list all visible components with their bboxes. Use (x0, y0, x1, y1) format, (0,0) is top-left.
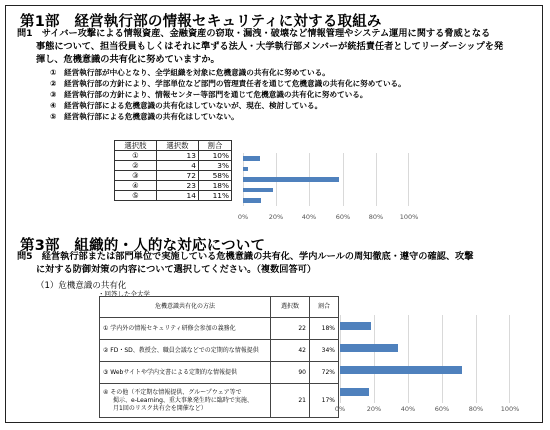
table-row (115, 171, 232, 181)
part1-table (114, 140, 232, 201)
table-row (100, 318, 339, 340)
table-row (115, 191, 232, 201)
chart-gridline (408, 153, 409, 206)
chart-bar (340, 322, 371, 330)
row-method: ① 学内外の情報セキュリティ研修会参加の義務化 (100, 318, 271, 340)
row-ratio: 58% (198, 171, 231, 181)
row-count: 14 (156, 191, 198, 201)
row-ratio: 10% (198, 151, 231, 161)
chart-bar (340, 388, 369, 396)
row-ratio: 34% (310, 340, 339, 362)
option-5: ⑤ 経営執行部による危機意識の共有化はしていない。 (50, 112, 239, 121)
row-count: 72 (156, 171, 198, 181)
question1-line-3: 揮し、危機意識の共有化に努めていますか。 (36, 54, 220, 65)
chart-bar (243, 198, 261, 203)
option-4: ④ 経営執行部による危機意識の共有化はしていないが、現在、検討している。 (50, 101, 323, 110)
row-count: 90 (271, 362, 310, 384)
table-row (100, 362, 339, 384)
chart-bar (243, 177, 339, 182)
chart-tick-label: 100% (500, 405, 520, 413)
row-method-line: ④ その他（不定期な情報提供、グループウェア等で (103, 388, 242, 396)
table-row (100, 384, 339, 418)
chart-gridline (408, 315, 409, 403)
table-row (115, 181, 232, 191)
chart-gridline (343, 153, 344, 206)
row-choice: ② (115, 161, 157, 171)
col-header-count: 選択数 (156, 141, 198, 151)
table-row (115, 151, 232, 161)
part3-bar-chart (334, 315, 520, 415)
col-header-count: 選択数 (271, 297, 310, 318)
chart-tick-label: 0% (237, 213, 249, 221)
row-count: 21 (271, 384, 310, 418)
chart-tick-label: 60% (335, 213, 351, 221)
chart-tick-label: 60% (434, 405, 450, 413)
question1-line-1: 問1 サイバー攻撃による情報資産、金融資産の窃取・漏洩・破壊など情報管理やシステム運用に関する脅威となる (17, 28, 491, 39)
row-count: 13 (156, 151, 198, 161)
chart-tick-label: 40% (400, 405, 416, 413)
row-ratio: 17% (310, 384, 339, 418)
row-ratio: 72% (310, 362, 339, 384)
part3-title: 第3部 組織的・人的な対応について (20, 238, 266, 254)
row-count: 23 (156, 181, 198, 191)
chart-bar (243, 167, 248, 172)
chart-tick-label: 100% (399, 213, 419, 221)
chart-tick-label: 20% (268, 213, 284, 221)
row-method: ③ Webサイトや学内文書による定期的な情報提供 (100, 362, 271, 384)
chart-bar (340, 344, 398, 352)
row-ratio: 18% (310, 318, 339, 340)
chart-bar (243, 188, 273, 193)
chart-tick-label: 80% (468, 405, 484, 413)
part3-subheading: （1）危機意識の共有化 (36, 281, 127, 291)
option-1: ① 経営執行部が中心となり、全学組織を対象に危機意識の共有化に努めている。 (50, 68, 330, 77)
chart-tick-label: 20% (366, 405, 382, 413)
chart-bar (340, 366, 462, 374)
chart-gridline (509, 315, 510, 403)
row-ratio: 18% (198, 181, 231, 191)
table-row (100, 340, 339, 362)
option-3: ③ 経営執行部の方針により、情報センター等部門を通じて危機意識の共有化に努めている。 (50, 90, 368, 99)
row-count: 22 (271, 318, 310, 340)
question1-line-2: 事態について、担当役員もしくはそれに準ずる法人・大学執行部メンバーが統括責任者としてリーダーシップを発 (36, 41, 504, 52)
row-count: 42 (271, 340, 310, 362)
document-page (5, 5, 543, 423)
chart-gridline (374, 315, 375, 403)
part1-bar-chart (237, 153, 419, 221)
col-header-ratio: 割合 (310, 297, 339, 318)
row-choice: ④ (115, 181, 157, 191)
col-header-ratio: 割合 (198, 141, 231, 151)
col-header-choice: 選択肢 (115, 141, 157, 151)
chart-gridline (442, 315, 443, 403)
row-method-line: 月1回のリスク共有会を開催など） (113, 404, 207, 412)
chart-tick-label: 40% (301, 213, 317, 221)
row-choice: ③ (115, 171, 157, 181)
row-choice: ① (115, 151, 157, 161)
table-row (115, 161, 232, 171)
chart-tick-label: 80% (368, 213, 384, 221)
question5-line-1: 問5 経営執行部または部門単位で実施している危機意識の共有化、学内ルールの周知徹底・遵守の確認、攻撃 (17, 251, 474, 262)
row-count: 4 (156, 161, 198, 171)
row-method: ② FD・SD、教授会、職員会議などでの定期的な情報提供 (100, 340, 271, 362)
chart-gridline (376, 153, 377, 206)
option-2: ② 経営執行部の方針により、学部単位など部門の管理責任者を通じて危機意識の共有化に努めている。 (50, 79, 406, 88)
part3-table (99, 296, 339, 418)
row-method-line: 掲示、e-Learning、重大事象発生時に臨時で実施、 (113, 396, 253, 404)
chart-gridline (476, 315, 477, 403)
row-method (100, 384, 271, 418)
row-ratio: 11% (198, 191, 231, 201)
chart-tick-label: 0% (334, 405, 346, 413)
chart-bar (243, 156, 260, 161)
row-ratio: 3% (198, 161, 231, 171)
part3-note: ・回答した全大学 (98, 290, 150, 298)
question5-line-2: に対する防御対策の内容について選択してください。（複数回答可） (36, 264, 317, 275)
part1-title: 第1部 経営執行部の情報セキュリティに対する取組み (20, 14, 382, 30)
row-choice: ⑤ (115, 191, 157, 201)
col-header-method: 危機意識共有化の方法 (100, 297, 271, 318)
